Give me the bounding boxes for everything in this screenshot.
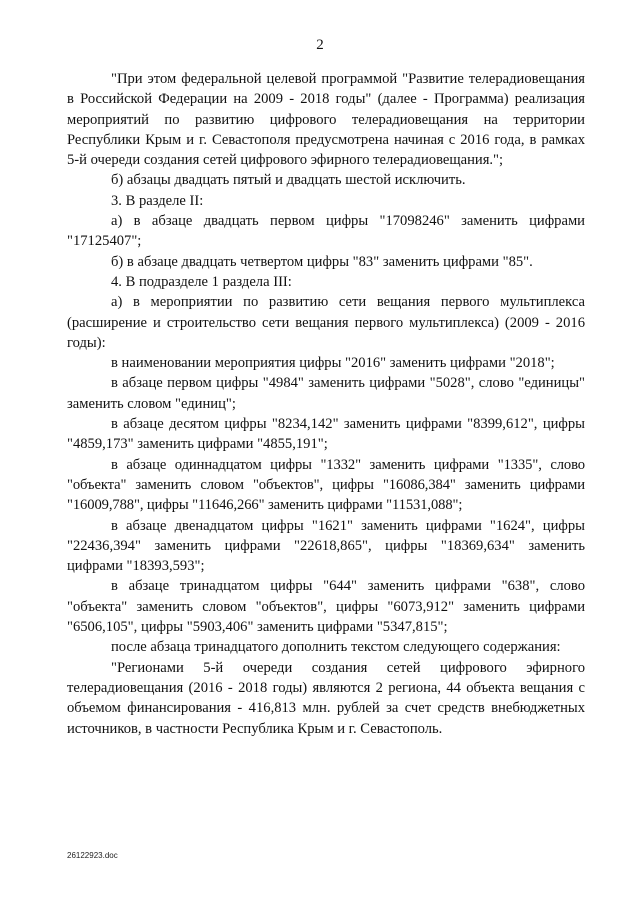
paragraph-quote-regions: "Регионами 5-й очереди создания сетей цифрового эфирного телерадиовещания (2016 - 2018 годы) являются 2 региона, 44 объекта вещания с объемом финансирования - 416,813 млн. рублей за счет средств внебюджетных источников, в частности Республика Крым и г. Севастополь.	[67, 659, 585, 737]
paragraph-add-after: после абзаца тринадцатого дополнить текстом следующего содержания:	[111, 639, 561, 656]
paragraph-eleventh-abzac: в абзаце одиннадцатом цифры "1332" заменить цифрами "1335", слово "объекта" заменить словом "объектов", цифры "16086,384" заменить цифрами "16009,788", цифры "11646,266" заменить цифрами "11531,088";	[67, 456, 585, 514]
paragraph-a-section-2: а) в абзаце двадцать первом цифры "17098246" заменить цифрами "17125407";	[67, 213, 585, 250]
paragraph-twelfth-abzac: в абзаце двенадцатом цифры "1621" заменить цифрами "1624", цифры "22436,394" заменить цифрами "22618,865", цифры "18369,634" заменить цифрами "18393,593";	[67, 517, 585, 575]
paragraph-quote-program: "При этом федеральной целевой программой "Развитие телерадиовещания в Российской Федерации на 2009 - 2018 годы" (далее - Программа) реализация мероприятий по развитию цифрового телерадиовещания на территории Республики Крым и г. Севастополя предусмотрена начиная с 2016 года, в рамках 5-й очереди создания сетей цифрового эфирного телерадиовещания.";	[67, 71, 585, 169]
document-body	[67, 69, 585, 739]
paragraph-title-change: в наименовании мероприятия цифры "2016" заменить цифрами "2018";	[111, 355, 555, 372]
page-number: 2	[316, 37, 324, 53]
paragraph-thirteenth-abzac: в абзаце тринадцатом цифры "644" заменить цифрами "638", слово "объекта" заменить словом "объектов", цифры "6073,912" заменить цифрами "6506,105", цифры "5903,406" заменить цифрами "5347,815";	[67, 578, 585, 636]
paragraph-tenth-abzac: в абзаце десятом цифры "8234,142" заменить цифрами "8399,612", цифры "4859,173" заменить цифрами "4855,191";	[67, 416, 585, 453]
paragraph-b-section-2: б) в абзаце двадцать четвертом цифры "83" заменить цифрами "85".	[111, 253, 533, 270]
paragraph-first-abzac: в абзаце первом цифры "4984" заменить цифрами "5028", слово "единицы" заменить словом "единиц";	[67, 375, 585, 412]
section-heading-3: 3. В разделе II:	[111, 192, 204, 209]
paragraph-a-multiplex: а) в мероприятии по развитию сети вещания первого мультиплекса (расширение и строительство сети вещания первого мультиплекса) (2009 - 2016 годы):	[67, 294, 585, 351]
document-file-code: 26122923.doc	[67, 851, 118, 860]
paragraph-b-exclude: б) абзацы двадцать пятый и двадцать шестой исключить.	[111, 172, 466, 189]
section-heading-4: 4. В подразделе 1 раздела III:	[111, 273, 292, 290]
